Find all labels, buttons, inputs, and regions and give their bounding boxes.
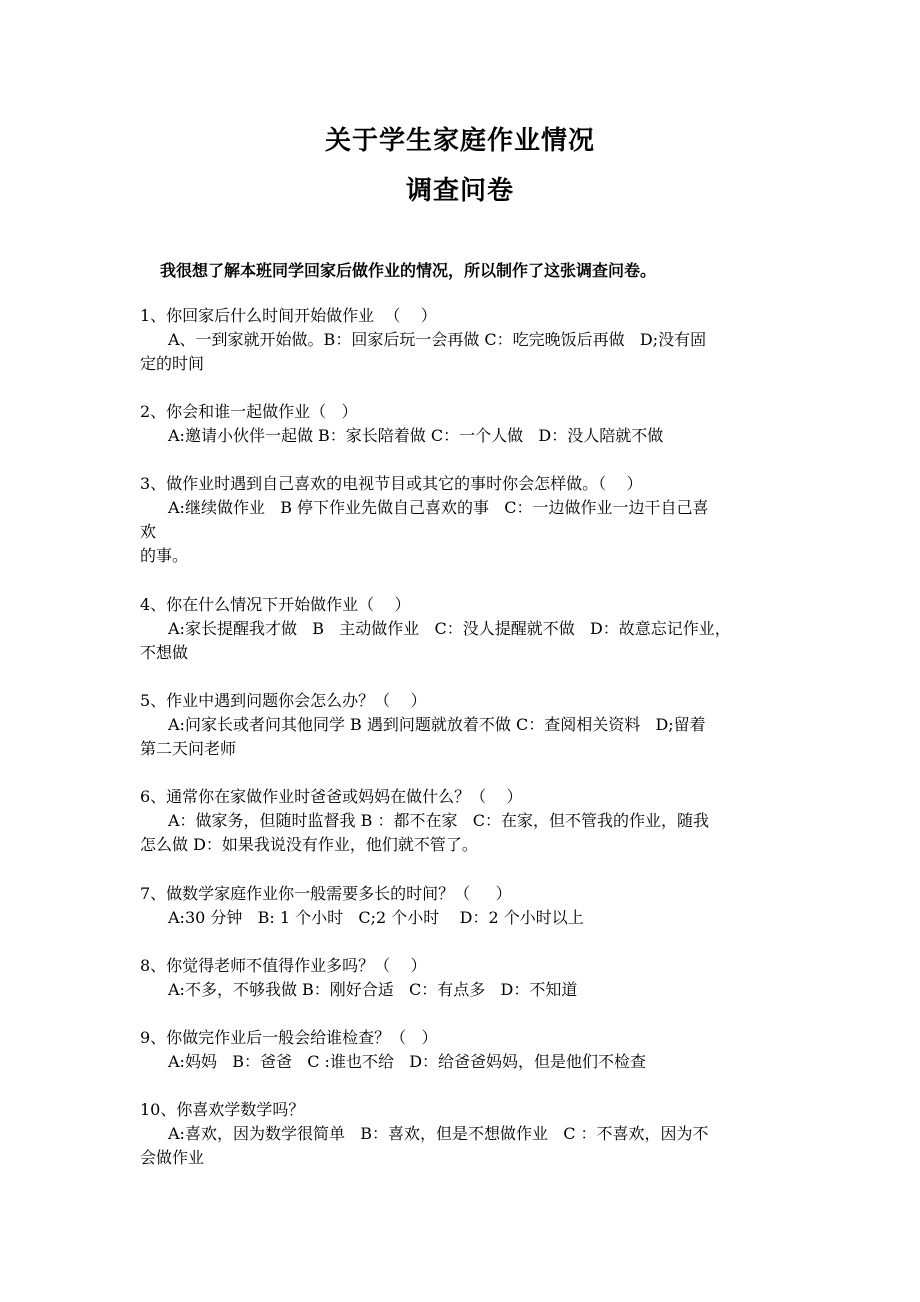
question-1: 1、你回家后什么时间开始做作业 （ ） [140, 306, 437, 325]
question-9: 9、你做完作业后一般会给谁检查？（ ） [140, 1028, 438, 1047]
question-4-options: A:家长提醒我才做 B 主动做作业 C：没人提醒就不做 D：故意忘记作业， [168, 619, 731, 638]
question-3-options: A:继续做作业 B 停下作业先做自己喜欢的事 C：一边做作业一边干自己喜 [168, 498, 709, 517]
question-10-options-cont: 会做作业 [140, 1148, 205, 1167]
question-9-options: A:妈妈 B：爸爸 C :谁也不给 D：给爸爸妈妈，但是他们不检查 [168, 1052, 647, 1071]
question-7: 7、做数学家庭作业你一般需要多长的时间？（ ） [140, 884, 512, 903]
question-5-options-cont: 第二天问老师 [140, 739, 237, 758]
intro-paragraph: 我很想了解本班同学回家后做作业的情况，所以制作了这张调查问卷。 [160, 261, 657, 280]
question-3: 3、做作业时遇到自己喜欢的电视节目或其它的事时你会怎样做。（ ） [140, 474, 643, 493]
question-10-options: A:喜欢，因为数学很简单 B：喜欢，但是不想做作业 C ：不喜欢，因为不 [168, 1124, 709, 1143]
question-4: 4、你在什么情况下开始做作业（ ） [140, 595, 411, 614]
document-title: 关于学生家庭作业情况 [324, 126, 595, 156]
question-6: 6、通常你在家做作业时爸爸或妈妈在做什么？（ ） [140, 787, 523, 806]
question-3-options-cont: 欢 [140, 522, 157, 541]
question-3-options-cont2: 的事。 [140, 546, 189, 565]
question-2: 2、你会和谁一起做作业（ ） [140, 402, 358, 421]
question-4-options-cont: 不想做 [140, 643, 189, 662]
question-5: 5、作业中遇到问题你会怎么办？（ ） [140, 691, 427, 710]
question-8-options: A:不多，不够我做 B：刚好合适 C：有点多 D：不知道 [168, 980, 578, 999]
question-1-options: A、一到家就开始做。B：回家后玩一会再做 C：吃完晚饭后再做 D;没有固 [168, 330, 707, 349]
question-5-options: A:问家长或者问其他同学 B 遇到问题就放着不做 C：查阅相关资料 D;留着 [168, 715, 706, 734]
question-6-options-cont: 怎么做 D：如果我说没有作业，他们就不管了。 [140, 835, 478, 854]
question-8: 8、你觉得老师不值得作业多吗？（ ） [140, 956, 427, 975]
question-10: 10、你喜欢学数学吗？ [140, 1100, 305, 1119]
question-7-options: A:30 分钟 B: 1 个小时 C;2 个小时 D：2 个小时以上 [168, 908, 584, 927]
document-subtitle: 调查问卷 [405, 176, 514, 206]
question-2-options: A:邀请小伙伴一起做 B：家长陪着做 C：一个人做 D：没人陪就不做 [168, 426, 664, 445]
question-1-options-cont: 定的时间 [140, 354, 205, 373]
question-6-options: A：做家务，但随时监督我 B ：都不在家 C：在家，但不管我的作业，随我 [168, 811, 709, 830]
